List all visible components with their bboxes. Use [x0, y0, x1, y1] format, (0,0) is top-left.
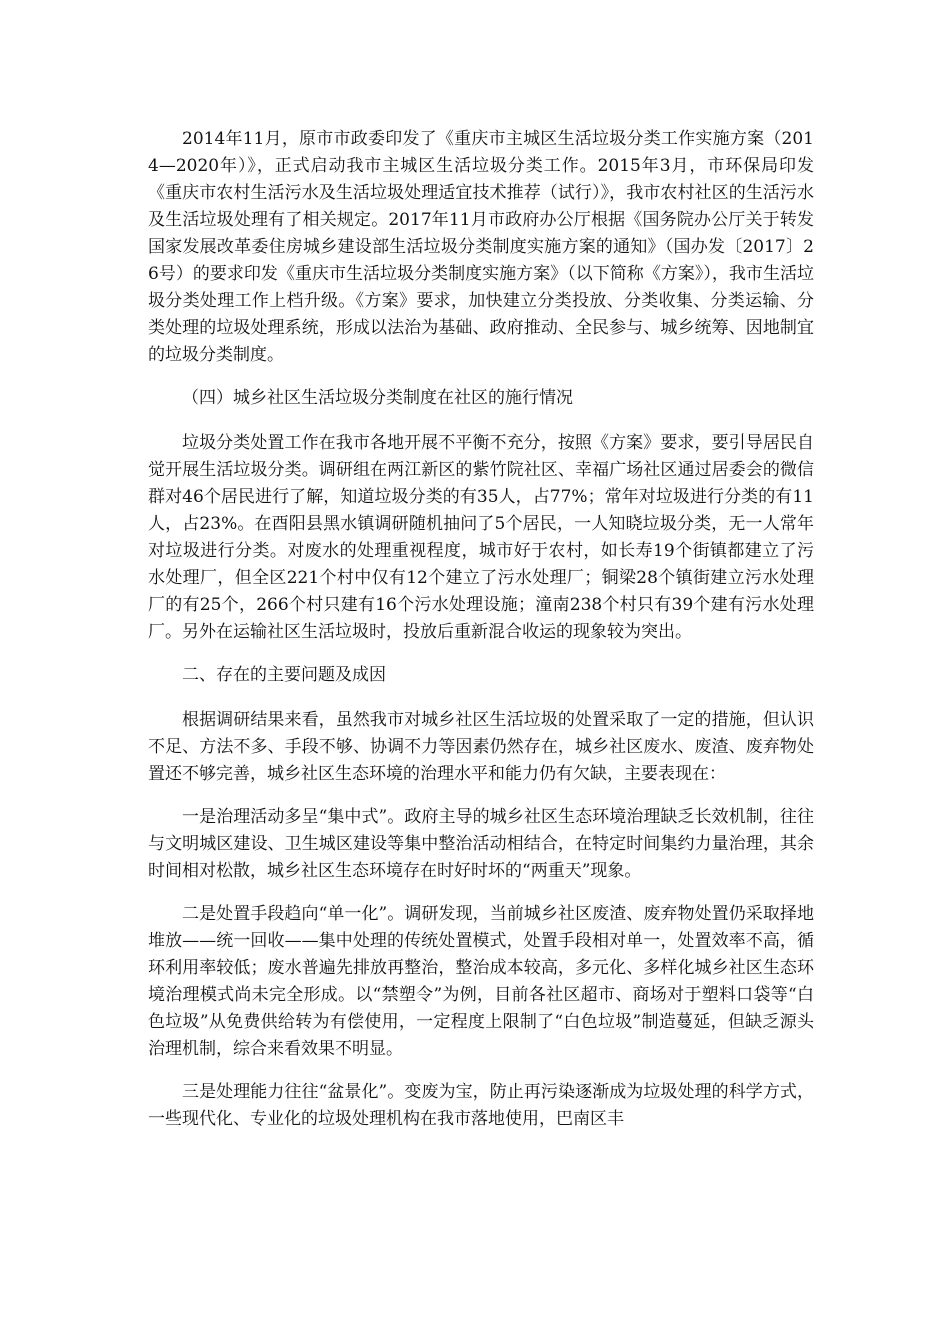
section-heading-implementation: （四）城乡社区生活垃圾分类制度在社区的施行情况	[182, 388, 573, 408]
paragraph-problem-one: 一是治理活动多呈“集中式”。政府主导的城乡社区生态环境治理缺乏长效机制，往往与文明城区建设、卫生城区建设等集中整治活动相结合，在特定时间集约力量治理，其余时间相对松散，城乡社区生态环境存在时好时坏的“两重天”现象。	[148, 807, 814, 881]
document-page	[148, 126, 814, 1149]
paragraph-survey-results: 垃圾分类处置工作在我市各地开展不平衡不充分，按照《方案》要求，要引导居民自觉开展生活垃圾分类。调研组在两江新区的紫竹院社区、幸福广场社区通过居委会的微信群对46个居民进行了解，知道垃圾分类的有35人，占77%；常年对垃圾进行分类的有11人，占23%。在酉阳县黑水镇调研随机抽问了5个居民，一人知晓垃圾分类，无一人常年对垃圾进行分类。对废水的处理重视程度，城市好于农村，如长寿19个街镇都建立了污水处理厂，但全区221个村中仅有12个建立了污水处理厂；铜梁28个镇街建立污水处理厂的有25个，266个村只建有16个污水处理设施；潼南238个村只有39个建有污水处理厂。另外在运输社区生活垃圾时，投放后重新混合收运的现象较为突出。	[148, 433, 814, 642]
paragraph-problem-three: 三是处理能力往往“盆景化”。变废为宝，防止再污染逐渐成为垃圾处理的科学方式，一些现代化、专业化的垃圾处理机构在我市落地使用，巴南区丰	[148, 1082, 814, 1129]
paragraph-problem-two: 二是处置手段趋向“单一化”。调研发现，当前城乡社区废渣、废弃物处置仍采取择地堆放——统一回收——集中处理的传统处置模式，处置手段相对单一，处置效率不高，循环利用率较低；废水普遍先排放再整治，整治成本较高，多元化、多样化城乡社区生态环境治理模式尚未完全形成。以“禁塑令”为例，目前各社区超市、商场对于塑料口袋等“白色垃圾”从免费供给转为有偿使用，一定程度上限制了“白色垃圾”制造蔓延，但缺乏源头治理机制，综合来看效果不明显。	[148, 904, 814, 1059]
section-heading-problems: 二、存在的主要问题及成因	[182, 665, 386, 685]
paragraph-policy-history: 2014年11月，原市市政委印发了《重庆市主城区生活垃圾分类工作实施方案（2014—2020年）》，正式启动我市主城区生活垃圾分类工作。2015年3月，市环保局印发《重庆市农村生活污水及生活垃圾处理适宜技术推荐（试行）》，我市农村社区的生活污水及生活垃圾处理有了相关规定。2017年11月市政府办公厅根据《国务院办公厅关于转发国家发展改革委住房城乡建设部生活垃圾分类制度实施方案的通知》（国办发〔2017〕26号）的要求印发《重庆市生活垃圾分类制度实施方案》（以下简称《方案》），我市生活垃圾分类处理工作上档升级。《方案》要求，加快建立分类投放、分类收集、分类运输、分类处理的垃圾处理系统，形成以法治为基础、政府推动、全民参与、城乡统筹、因地制宜的垃圾分类制度。	[148, 129, 814, 365]
paragraph-problems-intro: 根据调研结果来看，虽然我市对城乡社区生活垃圾的处置采取了一定的措施，但认识不足、方法不多、手段不够、协调不力等因素仍然存在，城乡社区废水、废渣、废弃物处置还不够完善，城乡社区生态环境的治理水平和能力仍有欠缺，主要表现在：	[148, 710, 814, 784]
